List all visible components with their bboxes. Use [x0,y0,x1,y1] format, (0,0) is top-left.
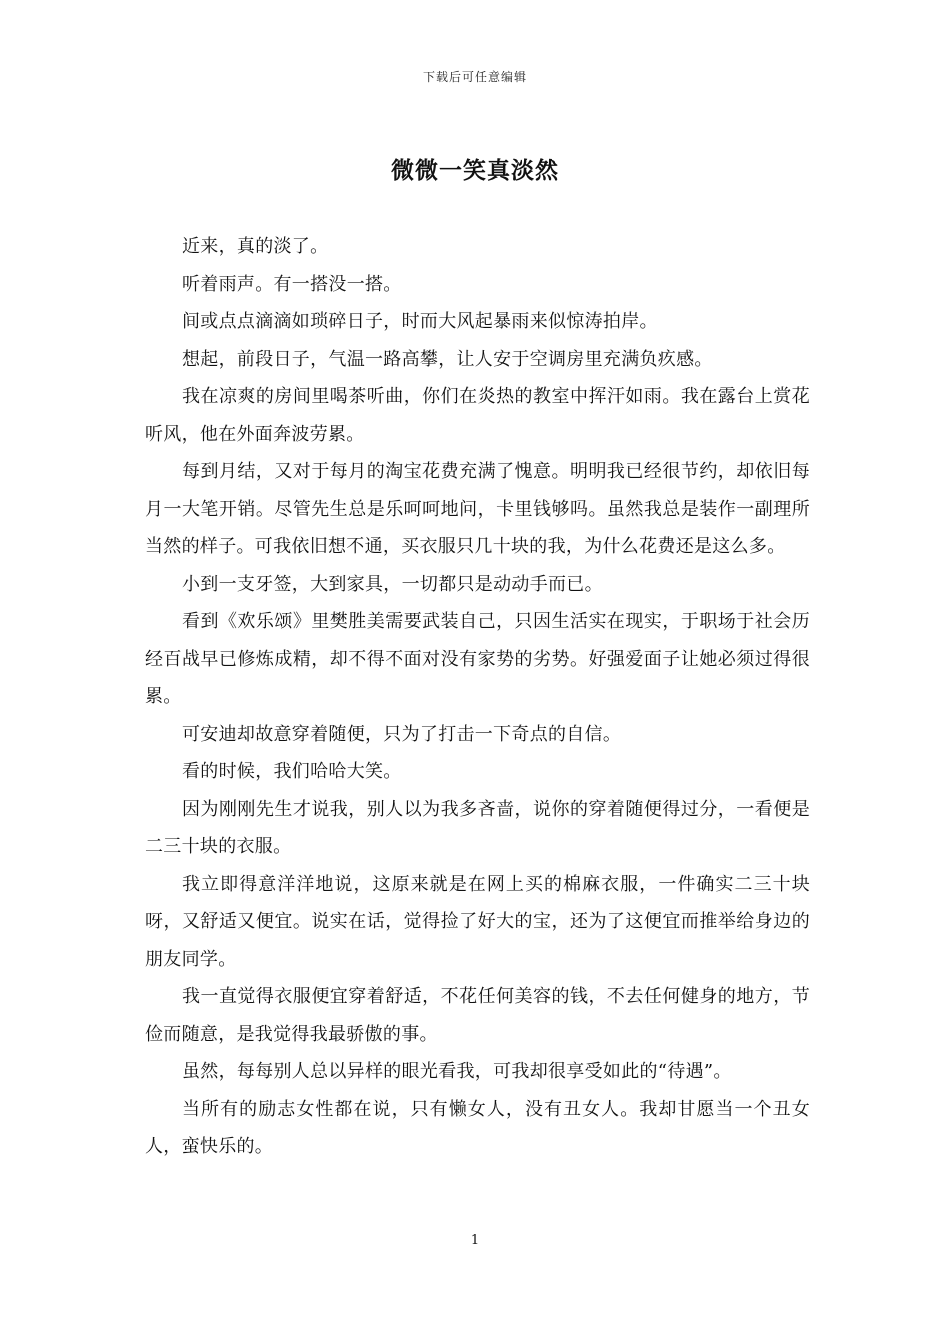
paragraph: 我在凉爽的房间里喝茶听曲，你们在炎热的教室中挥汗如雨。我在露台上赏花听风，他在外面奔波劳累。 [145,386,810,445]
paragraph: 可安迪却故意穿着随便，只为了打击一下奇点的自信。 [182,723,622,745]
paragraph: 小到一支牙签，大到家具，一切都只是动动手而已。 [182,573,603,595]
document-title: 微微一笑真淡然 [391,157,559,184]
paragraph: 当所有的励志女性都在说，只有懒女人，没有丑女人。我却甘愿当一个丑女人，蛮快乐的。 [145,1098,810,1157]
paragraph: 看的时候，我们哈哈大笑。 [182,761,402,782]
paragraph: 我一直觉得衣服便宜穿着舒适，不花任何美容的钱，不去任何健身的地方，节俭而随意，是我觉得我最骄傲的事。 [145,986,810,1045]
page-number: 1 [470,1233,480,1248]
paragraph: 想起，前段日子，气温一路高攀，让人安于空调房里充满负疚感。 [182,348,713,370]
paragraph: 我立即得意洋洋地说，这原来就是在网上买的棉麻衣服，一件确实二三十块呀，又舒适又便宜。说实在话，觉得捡了好大的宝，还为了这便宜而推举给身边的朋友同学。 [145,873,810,970]
paragraph: 因为刚刚先生才说我，别人以为我多吝啬，说你的穿着随便得过分，一看便是二三十块的衣服。 [145,798,810,857]
paragraph: 虽然，每每别人总以异样的眼光看我，可我却很享受如此的“待遇”。 [182,1061,732,1082]
paragraph: 间或点点滴滴如琐碎日子，时而大风起暴雨来似惊涛拍岸。 [182,311,658,332]
paragraph: 听着雨声。有一搭没一搭。 [182,273,402,295]
paragraph: 看到《欢乐颂》里樊胜美需要武装自己，只因生活实在现实，于职场于社会历经百战早已修炼成精，却不得不面对没有家势的劣势。好强爱面子让她必须过得很累。 [145,611,810,707]
header-note: 下载后可任意编辑 [422,70,527,84]
document-body [145,228,810,1166]
paragraph: 近来，真的淡了。 [182,236,329,257]
paragraph: 每到月结，又对于每月的淘宝花费充满了愧意。明明我已经很节约，却依旧每月一大笔开销。尽管先生总是乐呵呵地问，卡里钱够吗。虽然我总是装作一副理所当然的样子。可我依旧想不通，买衣服只几十块的我，为什么花费还是这么多。 [145,461,810,557]
